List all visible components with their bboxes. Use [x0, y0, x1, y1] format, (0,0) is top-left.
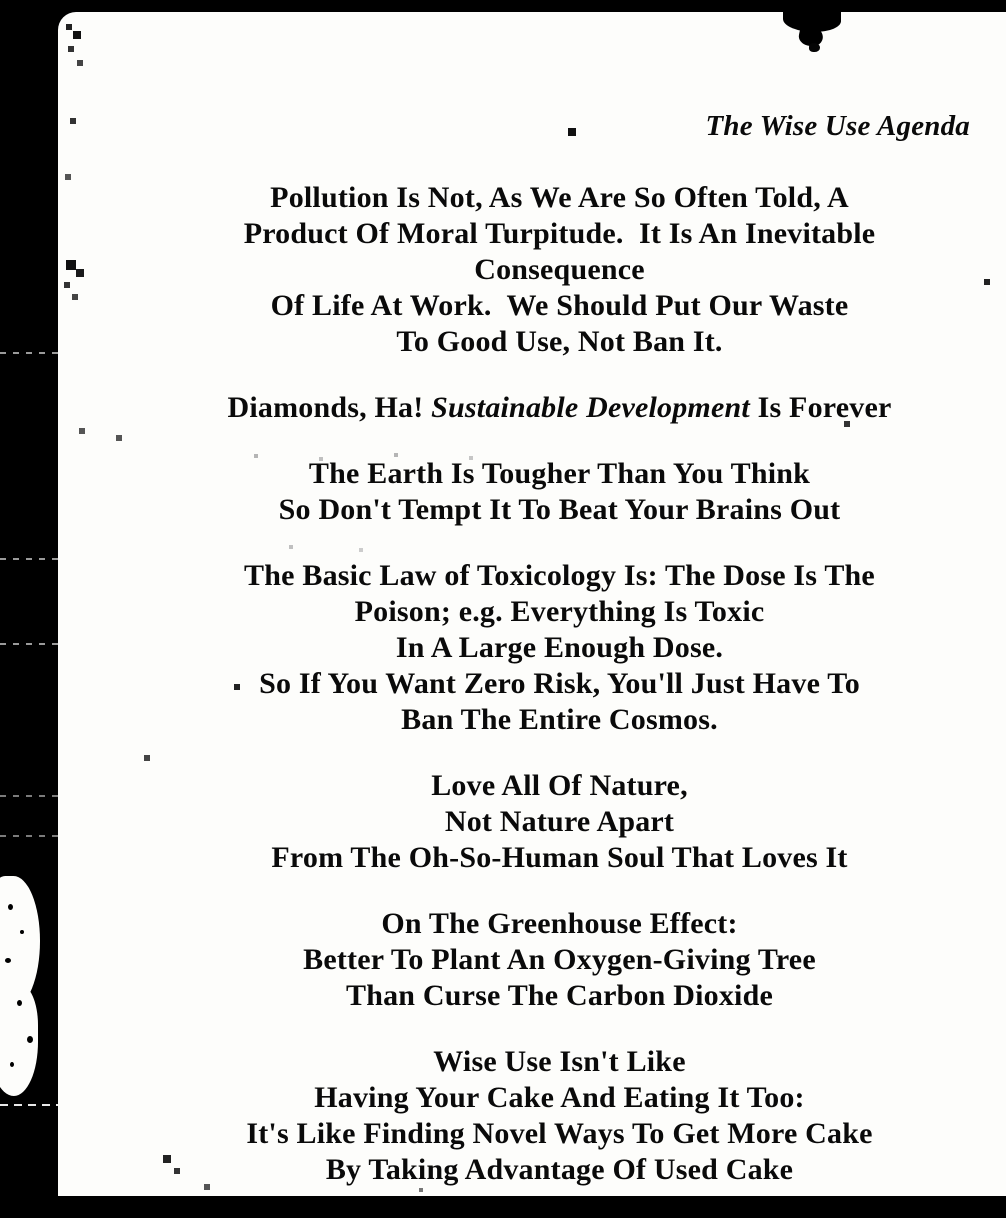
- quote-line: Better To Plant An Oxygen-Giving Tree: [303, 943, 816, 976]
- scan-speck-noise: [0, 0, 2, 2]
- quote-line: From The Oh-So-Human Soul That Loves It: [271, 841, 848, 874]
- scan-scratch-line: [0, 643, 58, 645]
- quote-toxicology: [113, 558, 1006, 738]
- gutter-speck: [5, 958, 11, 963]
- quote-line: Love All Of Nature,: [431, 769, 688, 802]
- quote-line: Wise Use Isn't Like: [433, 1045, 686, 1078]
- quote-line: The Basic Law of Toxicology Is: The Dose Is The: [244, 559, 875, 592]
- page-paper: [58, 12, 1006, 1196]
- quote-line: By Taking Advantage Of Used Cake: [325, 1153, 794, 1186]
- quote-earth: [113, 456, 1006, 528]
- quote-line: In A Large Enough Dose.: [395, 631, 724, 664]
- gutter-speck: [27, 1036, 33, 1043]
- quote-line: Poison; e.g. Everything Is Toxic: [354, 595, 765, 628]
- quote-line: Product Of Moral Turpitude. It Is An Inevitable: [243, 217, 876, 250]
- running-header: [113, 108, 1006, 144]
- quote-line-text: Diamonds, Ha!: [227, 391, 432, 424]
- quote-line-text: Is Forever: [749, 391, 892, 424]
- quote-line: The Earth Is Tougher Than You Think: [308, 457, 811, 490]
- quote-line: Having Your Cake And Eating It Too:: [314, 1081, 805, 1114]
- running-header-title: The Wise Use Agenda: [705, 110, 970, 142]
- quote-line: [113, 390, 1006, 426]
- scan-scratch-line: [0, 352, 58, 354]
- quote-greenhouse: [113, 906, 1006, 1014]
- gutter-speck: [20, 930, 24, 934]
- quote-line: Consequence: [474, 253, 645, 286]
- scan-scratch-line: [0, 1104, 58, 1106]
- quote-line: Ban The Entire Cosmos.: [401, 703, 718, 736]
- italic-phrase: Sustainable Development: [431, 391, 750, 424]
- ink-drip-artifact: [809, 43, 820, 52]
- quote-line: Of Life At Work. We Should Put Our Waste: [270, 289, 849, 322]
- gutter-speck: [10, 1062, 14, 1067]
- quote-line: So Don't Tempt It To Beat Your Brains Out: [278, 493, 841, 526]
- quote-line: Pollution Is Not, As We Are So Often Told, A: [270, 181, 849, 214]
- quote-line: It's Like Finding Novel Ways To Get More Cake: [246, 1117, 873, 1150]
- scan-scratch-line: [0, 835, 58, 837]
- gutter-speck: [17, 1000, 22, 1006]
- quote-line: On The Greenhouse Effect:: [381, 907, 738, 940]
- page-content: [113, 12, 1006, 1218]
- quote-nature: [113, 768, 1006, 876]
- quote-cake: [113, 1044, 1006, 1188]
- quote-pollution: [113, 180, 1006, 360]
- scan-scratch-line: [0, 558, 58, 560]
- quote-line: To Good Use, Not Ban It.: [396, 325, 723, 358]
- gutter-speck: [8, 904, 13, 910]
- scan-scratch-line: [0, 795, 58, 797]
- quote-line: Than Curse The Carbon Dioxide: [346, 979, 773, 1012]
- quote-line: So If You Want Zero Risk, You'll Just Have To: [259, 667, 860, 700]
- quote-diamonds: [113, 390, 1006, 426]
- quote-line: Not Nature Apart: [444, 805, 675, 838]
